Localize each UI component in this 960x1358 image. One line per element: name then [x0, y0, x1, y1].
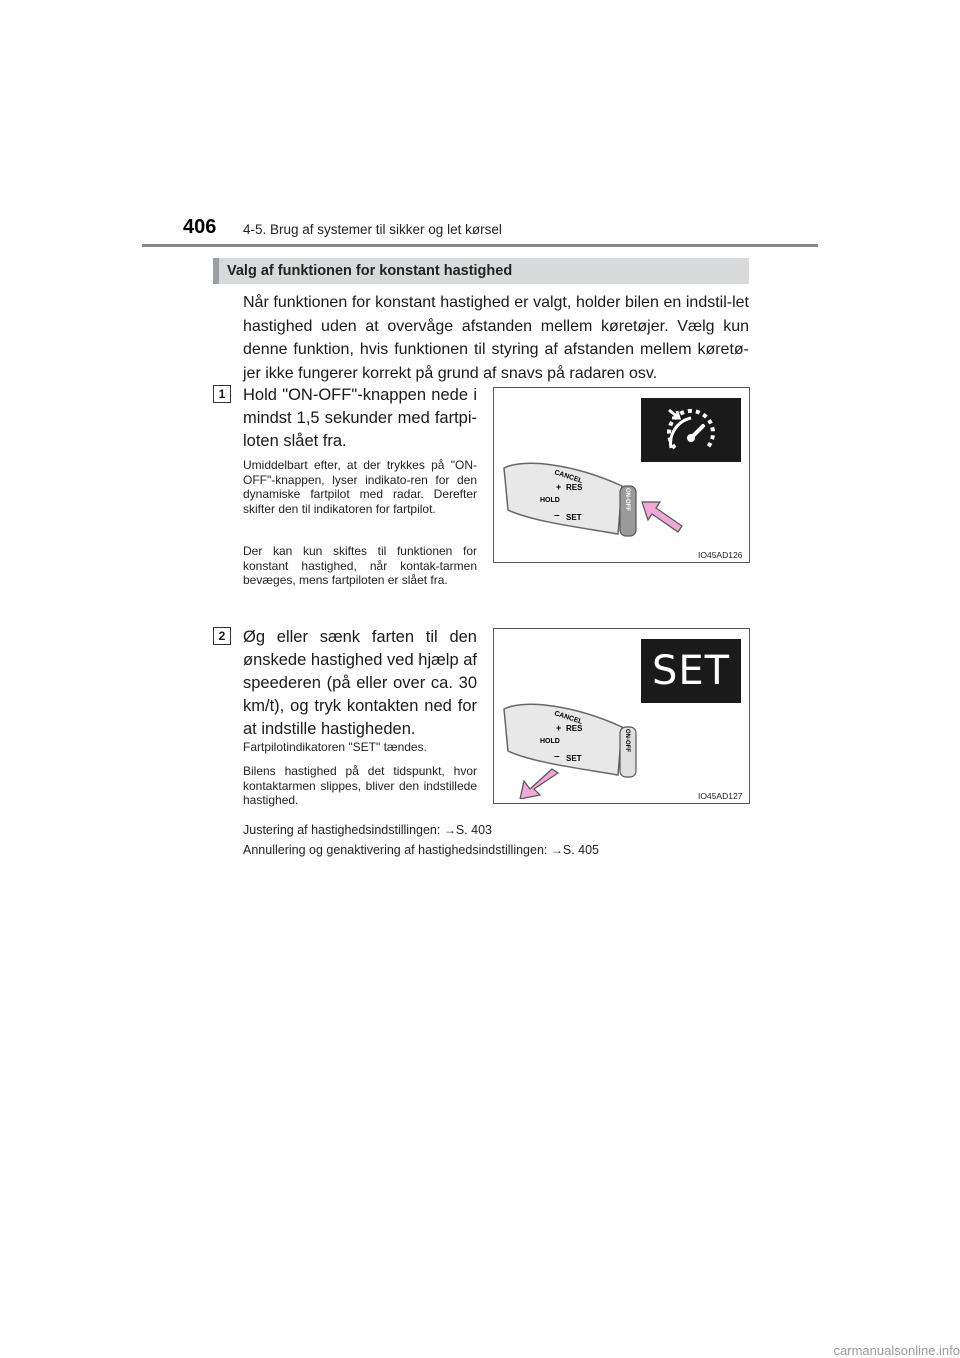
reference-cancel-page[interactable]: S. 405 — [562, 843, 599, 857]
arrow-right-icon: → — [443, 823, 456, 837]
header-divider — [142, 244, 818, 247]
figure-code-1: IO45AD126 — [698, 550, 743, 560]
figure-code-2: IO45AD127 — [698, 791, 743, 801]
step-1-title: Hold "ON-OFF"-knappen nede i mindst 1,5 sekunder med fartpi-loten slået fra. — [243, 386, 477, 450]
reference-cancel — [243, 843, 599, 857]
step-2-title: Øg eller sænk farten til den ønskede hastighed ved hjælp af speederen (på eller over ca. 30 km/t), og tryk kontakten ned for at indstille hastigheden. — [243, 628, 477, 738]
page-number: 406 — [183, 216, 217, 238]
cruise-lever-illustration — [494, 669, 694, 799]
reference-adjust-text: Justering af hastighedsindstillingen: — [243, 823, 441, 837]
chapter-title: 4-5. Brug af systemer til sikker og let kørsel — [243, 222, 502, 237]
figure-step-1 — [493, 387, 750, 563]
lever-label-plus: + — [556, 723, 562, 733]
lever-label-cancel: CANCEL — [553, 710, 584, 726]
section-heading: Valg af funktionen for konstant hastighed — [213, 258, 749, 284]
lever-label-minus: – — [554, 510, 560, 521]
lever-label-res: RES — [566, 483, 583, 492]
lever-label-on-off: ON-OFF — [624, 729, 630, 752]
watermark: carmanualsonline.info — [833, 1343, 960, 1358]
step-1-note-2: Der kan kun skiftes til funktionen for konstant hastighed, når kontak-tarmen bevæges, mens fartpiloten er slået fra. — [243, 544, 477, 587]
step-1-note-1: Umiddelbart efter, at der trykkes på "ON-OFF"-knappen, lyser indikato-ren for den dynamiske fartpilot med radar. Derefter skifter den til indikatoren for fartpilot. — [243, 458, 477, 516]
set-indicator-text: SET — [651, 648, 731, 694]
push-down-arrow-icon — [520, 769, 558, 799]
reference-cancel-text: Annullering og genaktivering af hastighedsindstillingen: — [243, 843, 548, 857]
step-number-2: 2 — [213, 627, 231, 645]
lever-label-minus: – — [554, 751, 560, 762]
reference-adjust — [243, 823, 492, 837]
lever-label-hold: HOLD — [540, 738, 560, 745]
step-2-note-2: Bilens hastighed på det tidspunkt, hvor kontaktarmen slippes, bliver den indstillede hastighed. — [243, 764, 477, 807]
lever-label-hold: HOLD — [540, 497, 560, 504]
lever-label-on-off: ON-OFF — [624, 488, 630, 511]
step-number-1: 1 — [213, 385, 231, 403]
press-arrow-icon — [642, 502, 682, 532]
intro-paragraph: Når funktionen for konstant hastighed er valgt, holder bilen en indstil-let hastighed uden at overvåge afstanden mellem køretøjer. Vælg kun denne funktion, hvis funktionen til styring af afstanden mellem køretø-jer ikke fungerer korrekt på grund af snavs på radaren osv. — [243, 294, 749, 382]
lever-label-cancel: CANCEL — [553, 469, 584, 485]
lever-label-plus: + — [556, 482, 562, 492]
arrow-right-icon: → — [550, 843, 563, 857]
figure-step-2 — [493, 628, 750, 804]
lever-label-set: SET — [566, 754, 582, 763]
reference-adjust-page[interactable]: S. 403 — [455, 823, 492, 837]
cruise-lever-illustration — [494, 428, 694, 558]
lever-label-set: SET — [566, 513, 582, 522]
step-2-note-1: Fartpilotindikatoren "SET" tændes. — [243, 740, 427, 754]
lever-label-res: RES — [566, 724, 583, 733]
